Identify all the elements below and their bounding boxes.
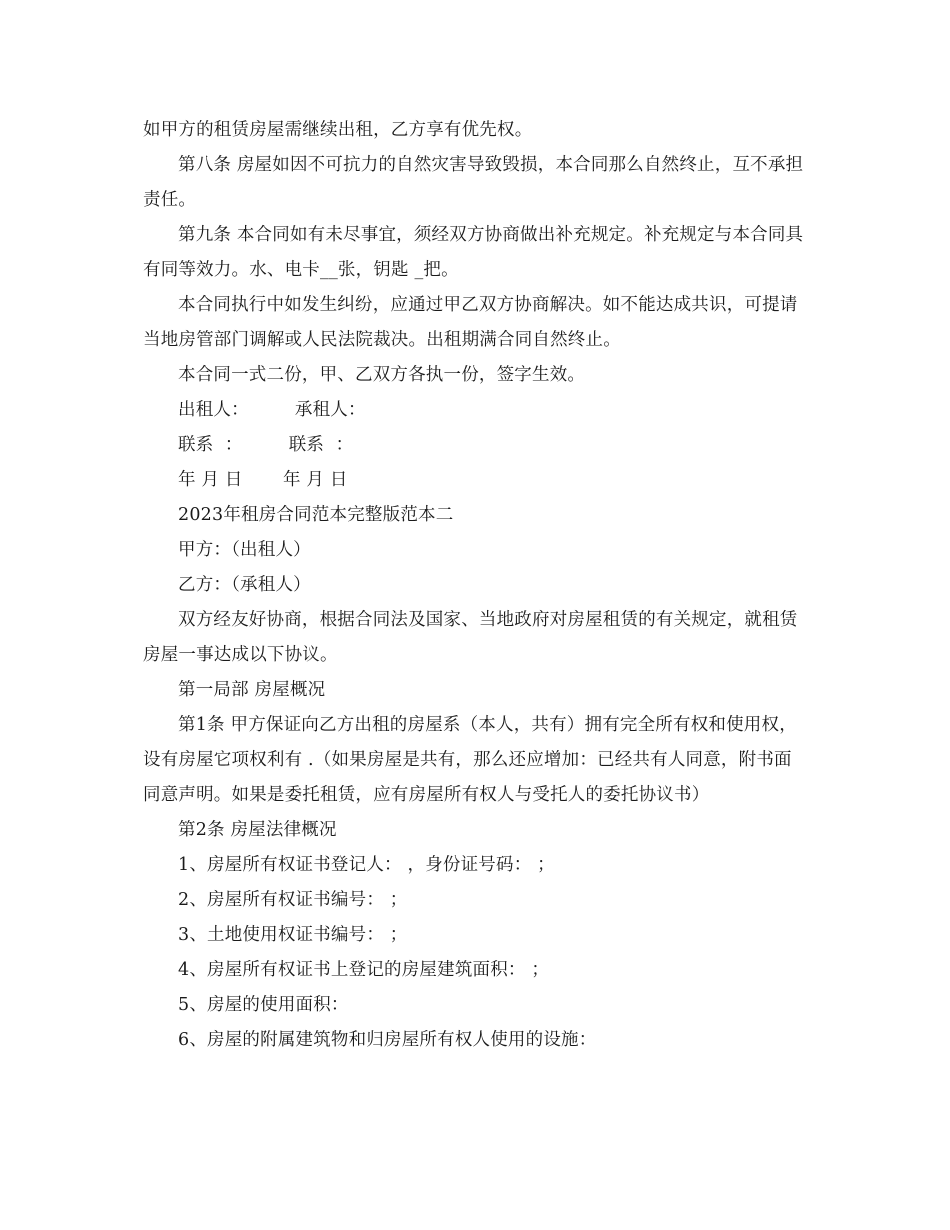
paragraph: 本合同执行中如发生纠纷，应通过甲乙双方协商解决。如不能达成共识，可提请当地房管部门调解或人民法院裁决。出租期满合同自然终止。 (143, 295, 798, 350)
document-body (143, 113, 808, 1058)
paragraph: 第八条 房屋如因不可抗力的自然灾害导致毁损，本合同那么自然终止，互不承担责任。 (143, 155, 804, 210)
paragraph: 如甲方的租赁房屋需继续出租，乙方享有优先权。 (143, 120, 533, 140)
list-item: 6、房屋的附属建筑物和归房屋所有权人使用的设施： (178, 1030, 597, 1050)
list-item: 1、房屋所有权证书登记人： ，身份证号码： ； (178, 855, 555, 875)
party-b-line: 乙方：（承租人） (178, 575, 311, 595)
list-item: 5、房屋的使用面积： (178, 995, 349, 1015)
party-a-line: 甲方：（出租人） (178, 540, 311, 560)
section-title: 2023年租房合同范本完整版范本二 (178, 505, 454, 525)
paragraph: 第九条 本合同如有未尽事宜，须经双方协商做出补充规定。补充规定与本合同具有同等效力。水、电卡__张，钥匙 _把。 (143, 225, 804, 280)
paragraph: 双方经友好协商，根据合同法及国家、当地政府对房屋租赁的有关规定，就租赁房屋一事达成以下协议。 (143, 610, 798, 665)
list-item: 4、房屋所有权证书上登记的房屋建筑面积： ； (178, 960, 550, 980)
part-heading: 第一局部 房屋概况 (178, 680, 326, 700)
list-item: 3、土地使用权证书编号： ； (178, 925, 408, 945)
signature-labels-row: 出租人： 承租人： (178, 400, 366, 420)
paragraph: 本合同一式二份，甲、乙双方各执一份，签字生效。 (178, 365, 586, 385)
paragraph: 第1条 甲方保证向乙方出租的房屋系（本人，共有）拥有完全所有权和使用权，设有房屋它项权利有 .（如果房屋是共有，那么还应增加：已经共有人同意，附书面同意声明。如果是委托租赁，应有房屋所有权人与受托人的委托协议书） (143, 715, 797, 805)
contact-labels-row: 联系 ： 联系 ： (178, 435, 354, 455)
date-labels-row: 年 月 日 年 月 日 (178, 470, 348, 490)
list-item: 2、房屋所有权证书编号： ； (178, 890, 408, 910)
article-heading: 第2条 房屋法律概况 (178, 820, 337, 840)
